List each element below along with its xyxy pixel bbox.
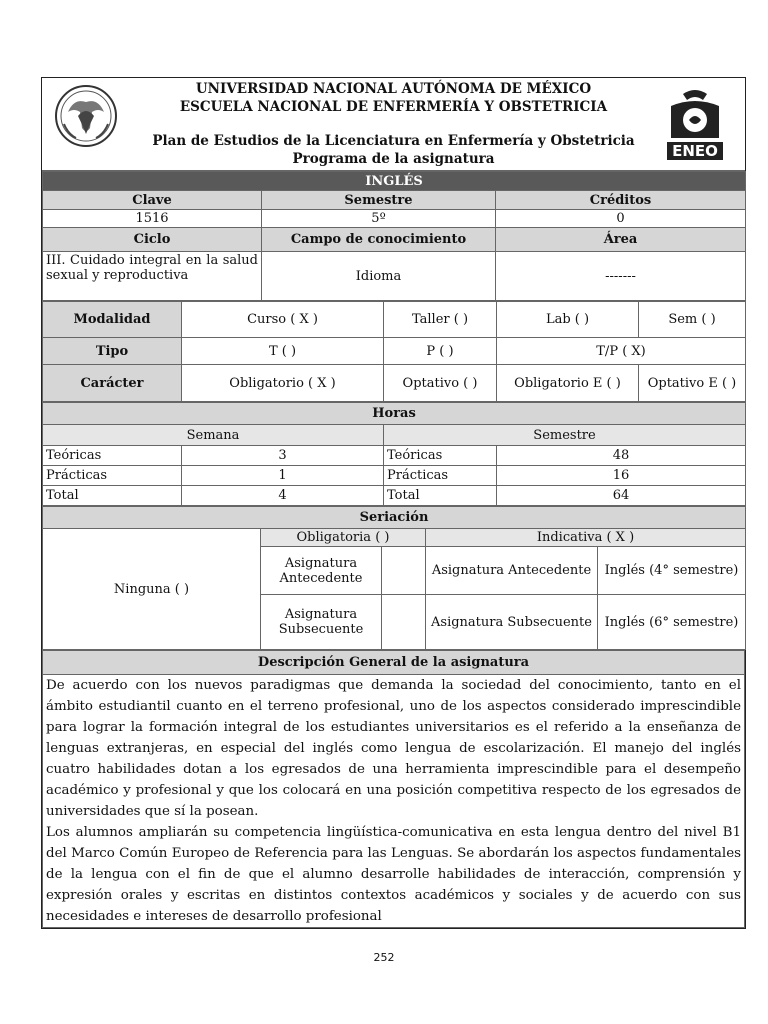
description-table <box>42 650 745 928</box>
semana-practicas-label: Prácticas <box>43 466 182 486</box>
university-name: UNIVERSIDAD NACIONAL AUTÓNOMA DE MÉXICO <box>195 81 592 97</box>
horas-semana-label: Semana <box>43 425 384 446</box>
obligatoria-subsecuente-label: Asignatura Subsecuente <box>261 595 382 650</box>
caracter-optativo: Optativo ( ) <box>384 365 497 402</box>
semestre-total-value: 64 <box>497 486 746 506</box>
semana-teoricas-value: 3 <box>182 446 384 466</box>
eneo-logo-text: ENEO <box>672 142 718 160</box>
descripcion-title: Descripción General de la asignatura <box>43 651 745 675</box>
modalidad-lab: Lab ( ) <box>497 302 639 338</box>
modalidad-taller: Taller ( ) <box>384 302 497 338</box>
clave-value: 1516 <box>43 210 262 228</box>
caracter-obligatorio-e: Obligatorio E ( ) <box>497 365 639 402</box>
caracter-label: Carácter <box>43 365 182 402</box>
campo-label: Campo de conocimiento <box>262 228 496 252</box>
tipo-t: T ( ) <box>182 338 384 365</box>
ciclo-label: Ciclo <box>43 228 262 252</box>
indicativa-antecedente-value: Inglés (4° semestre) <box>598 547 746 595</box>
semana-total-value: 4 <box>182 486 384 506</box>
creditos-label: Créditos <box>496 191 746 210</box>
indicativa-antecedente-label: Asignatura Antecedente <box>426 547 598 595</box>
info-table <box>42 171 746 301</box>
area-value: ------- <box>496 252 746 301</box>
clave-label: Clave <box>43 191 262 210</box>
creditos-value: 0 <box>496 210 746 228</box>
horas-title: Horas <box>43 403 746 425</box>
semana-total-label: Total <box>43 486 182 506</box>
syllabus-document <box>41 77 746 929</box>
tipo-label: Tipo <box>43 338 182 365</box>
horas-semestre-label: Semestre <box>384 425 746 446</box>
modalidad-sem: Sem ( ) <box>639 302 746 338</box>
page-number: 252 <box>373 951 395 964</box>
seriacion-ninguna: Ninguna ( ) <box>43 529 261 650</box>
tipo-p: P ( ) <box>384 338 497 365</box>
descripcion-paragraph-2: Los alumnos ampliarán su competencia lingüística-comunicativa en esta lengua dentro del nivel B1 del Marco Común Europeo de Referencia para las Lenguas. Se abordarán los aspectos fundamentales de la lengua con el fin de que el alumno desarrolle habilidades de interacción, comprensión y expresión orales y escritas en distintos contextos académicos y sociales y de acuerdo con sus necesidades e intereses de desarrollo profesional <box>46 825 741 924</box>
eneo-logo-icon <box>663 86 727 164</box>
area-label: Área <box>496 228 746 252</box>
indicativa-subsecuente-value: Inglés (6° semestre) <box>598 595 746 650</box>
obligatoria-antecedente-label: Asignatura Antecedente <box>261 547 382 595</box>
descripcion-paragraph-1: De acuerdo con los nuevos paradigmas que demanda la sociedad del conocimiento, tanto en el ámbito estudiantil cuanto en el terreno profesional, uno de los aspectos considerado imprescindible para lograr la formación integral de los estudiantes universitarios es el referido a la enseñanza de lenguas extranjeras, en especial del inglés como lengua de escolarización. El manejo del inglés cuatro habilidades dotan a los egresados de una herramienta imprescindible para el desempeño académico y profesional y que los colocará en una posición competitiva respecto de los egresados de universidades que sí la posean. <box>46 678 741 819</box>
campo-value: Idioma <box>262 252 496 301</box>
semestre-total-label: Total <box>384 486 497 506</box>
semestre-label: Semestre <box>262 191 496 210</box>
seriation-table <box>42 506 746 650</box>
semestre-teoricas-value: 48 <box>497 446 746 466</box>
document-header <box>42 78 745 171</box>
plan-title: Plan de Estudios de la Licenciatura en Enfermería y Obstetricia <box>152 133 635 149</box>
seriacion-obligatoria: Obligatoria ( ) <box>261 529 426 547</box>
modalidad-curso: Curso ( X ) <box>182 302 384 338</box>
subject-title: INGLÉS <box>43 172 746 191</box>
seriacion-indicativa: Indicativa ( X ) <box>426 529 746 547</box>
obligatoria-antecedente-value <box>382 547 426 595</box>
caracter-optativo-e: Optativo E ( ) <box>639 365 746 402</box>
semana-practicas-value: 1 <box>182 466 384 486</box>
obligatoria-subsecuente-value <box>382 595 426 650</box>
seriacion-title: Seriación <box>43 507 746 529</box>
ciclo-value: III. Cuidado integral en la salud sexual y reproductiva <box>43 252 262 301</box>
semestre-practicas-value: 16 <box>497 466 746 486</box>
school-name: ESCUELA NACIONAL DE ENFERMERÍA Y OBSTETRICIA <box>179 99 608 115</box>
indicativa-subsecuente-label: Asignatura Subsecuente <box>426 595 598 650</box>
semestre-practicas-label: Prácticas <box>384 466 497 486</box>
program-title: Programa de la asignatura <box>292 151 495 167</box>
modalidad-label: Modalidad <box>43 302 182 338</box>
tipo-tp: T/P ( X) <box>497 338 746 365</box>
descripcion-body <box>43 675 744 927</box>
modality-table <box>42 301 746 402</box>
semestre-teoricas-label: Teóricas <box>384 446 497 466</box>
semana-teoricas-label: Teóricas <box>43 446 182 466</box>
hours-table <box>42 402 746 506</box>
caracter-obligatorio: Obligatorio ( X ) <box>182 365 384 402</box>
semestre-value: 5º <box>262 210 496 228</box>
